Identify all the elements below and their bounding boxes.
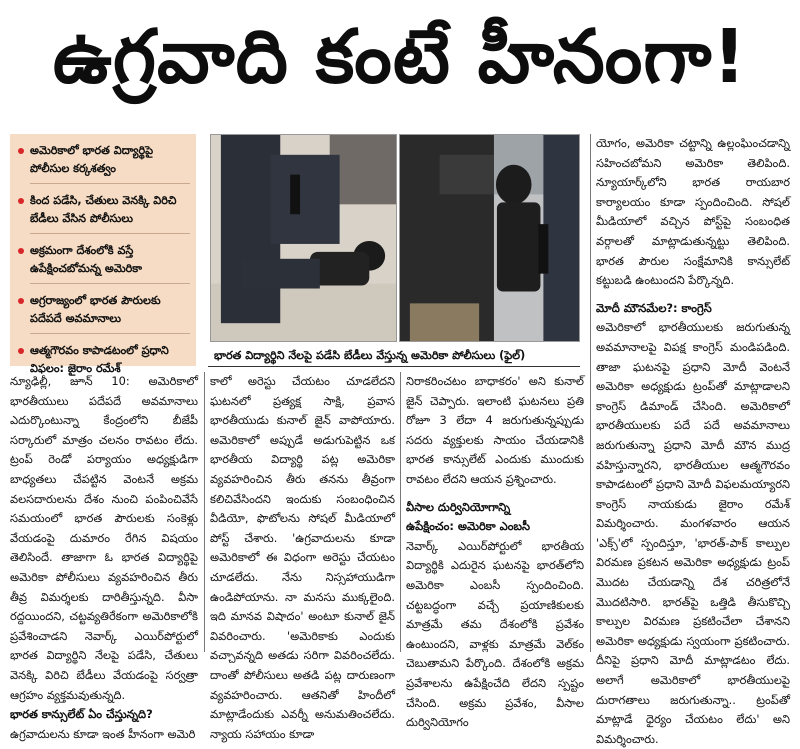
photo-arrest-right-image xyxy=(400,135,579,341)
article-paragraph: న్యూఢిల్లీ, జూన్ 10: అమెరికాలో భారతీయులు పదేపదే అవమానాలు ఎదుర్కొంటున్నా కేంద్రంలోని బీజేపీ సర్కారులో మాత్రం చలనం రావటం లేదు. ట్రంప్ రెండో పర్యాయం అధ్యక్షుడిగా బాధ్యతలు చేపట్టిన వెంటనే అక్రమ వలసదారులను దేశం నుంచి పంపించివేసే సమయంలో భారత పౌరులకు సంకెళ్లు వేయడంపై దుమారం రేగిన విషయం తెలిసిందే. తాజాగా ఓ భారత విద్యార్థిపై అమెరికా పోలీసులు వ్యవహరించిన తీరు తీవ్ర విమర్శలకు దారితీస్తున్నది. వీసా రద్దయిందని, చట్టవ్యతిరేకంగా అమెరికాలోకి ప్రవేశించాడని నెవార్క్ ఎయిర్‌పోర్టులో భారత విద్యార్థిని నేలపై పడేసి, చేతులు వెనక్కి విరిచి బేడీలు వేయడంపై సర్వత్రా ఆగ్రహం వ్యక్తమవుతున్నది. xyxy=(10,374,198,702)
highlight-item xyxy=(18,192,190,234)
photo-arrest-right xyxy=(399,134,580,342)
highlight-text: అక్రమంగా దేశంలోకి వస్తే ఉపేక్షించబోమన్న అమెరికా xyxy=(30,244,143,275)
highlights-list xyxy=(18,142,190,378)
highlight-item xyxy=(18,242,190,284)
highlight-text: కింద పడేసి, చేతులు వెనక్కి విరిచి బేడీలు వేసిన పోలీసులు xyxy=(30,194,177,225)
article-paragraph: యోగం, అమెరికా చట్టాన్ని ఉల్లంఘించడాన్ని సహించబోమని అమెరికా తెలిపింది. న్యూయార్క్‌లోని భారత రాయబార కార్యాలయం కూడా స్పందించింది. సోషల్ మీడియాలో వచ్చిన పోస్ట్‌పై సంబంధిత వర్గాలతో మాట్లాడుతున్నట్టు తెలిపింది. భారత పౌరుల సంక్షేమానికి కాన్సులేట్ కట్టుబడి ఉంటుందని పేర్కొన్నది. xyxy=(596,136,790,288)
article-subhead: భారత కాన్సులేట్ ఏం చేస్తున్నది? xyxy=(10,707,153,722)
article-subhead: మోదీ మౌనమేల?: కాంగ్రెస్ xyxy=(596,300,712,315)
highlight-text: అమెరికాలో భారత విద్యార్థిపై పోలీసుల కర్కశత్వం xyxy=(30,144,154,175)
column-divider xyxy=(204,372,205,652)
column-divider xyxy=(590,134,591,652)
article-column-4 xyxy=(596,134,790,746)
column-divider xyxy=(400,372,401,652)
highlights-box xyxy=(10,134,196,375)
article-column-2 xyxy=(210,372,395,741)
article-subhead: ఉపేక్షించం: అమెరికా ఎంబసీ xyxy=(406,519,531,534)
article-paragraph: ఉగ్రవాదులను కూడా ఇంత హీనంగా అమెరి xyxy=(10,726,196,741)
article-column-3 xyxy=(406,372,584,730)
photo-arrest-left-image xyxy=(211,135,396,341)
highlight-text: అగ్రరాజ్యంలో భారత పౌరులకు పదేపదే అవమానాలు xyxy=(30,294,161,325)
article-column-1 xyxy=(10,372,198,741)
article-paragraph: నిరాకరించటం బాధాకరం' అని కునాల్ జైన్ చెప్పారు. ఇలాంటి ఘటనలు ప్రతి రోజూ 3 లేదా 4 జరుగుతున్నప్పుడు సదరు వ్యక్తులకు సాయం చేయడానికి భారత కాన్సులేట్ ఎందుకు ముందుకు రావటం లేదని ఆయన ప్రశ్నించారు. xyxy=(406,374,584,486)
highlight-item xyxy=(18,142,190,184)
article-paragraph: నెవార్క్ ఎయిర్‌పోర్టులో భారతీయ విద్యార్థికి ఎదురైన ఘటనపై భారత్‌లోని అమెరికా ఎంబసీ స్పందించింది. చట్టబద్ధంగా వచ్చే ప్రయాణికులకు మాత్రమే తమ దేశంలోకి ప్రవేశం ఉంటుందని, వాళ్లకు మాత్రమే వెల్‌కం చెబుతామని పేర్కొంది. దేశంలోకి అక్రమ ప్రవేశాలను ఉపేక్షించేది లేదని స్పష్టం చేసింది. అక్రమ ప్రవేశం, వీసాల దుర్వినియోగం xyxy=(406,538,584,730)
article-paragraph: అమెరికాలో భారతీయులకు జరుగుతున్న అవమానాలపై విపక్ష కాంగ్రెస్ మండిపడింది. తాజా ఘటనపై ప్రధాని మోదీ వెంటనే అమెరికా అధ్యక్షుడు ట్రంప్‌తో మాట్లాడాలని కాంగ్రెస్ డిమాండ్ చేసింది. అమెరికాలో భారతీయులకు పదే పదే అవమానాలు జరుగుతున్నా ప్రధాని మోదీ మౌన ముద్ర వహిస్తున్నారని, భారతీయుల ఆత్మగౌరవం కాపాడటంలో ప్రధాని మోదీ విఫలమయ్యారని కాంగ్రెస్ నాయకుడు జైరాం రమేశ్ విమర్శించారు. మంగళవారం ఆయన 'ఎక్స్'లో స్పందిస్తూ, 'భారత్-పాక్ కాల్పుల విరమణ ప్రకటన అమెరికా అధ్యక్షుడు ట్రంప్ మొదట చేయడాన్ని దేశ చరిత్రలోనే మొదటిసారి. భారత్‌పై ఒత్తిడి తీసుకొచ్చి కాల్పుల విరమణ ప్రకటించేలా చేశానని అమెరికా అధ్యక్షుడు స్వయంగా ప్రకటించారు. దీనిపై ప్రధాని మోదీ మాట్లాడటం లేదు. అలాగే అమెరికాలో భారతీయులపై దురాగతాలు జరుగుతున్నా.. ట్రంప్‌తో మాట్లాడే ధైర్యం చేయటం లేదు' అని విమర్శించారు. xyxy=(596,320,790,746)
highlight-text: ఆత్మగౌరవం కాపాడటంలో ప్రధాని విఫలం: జైరాం రమేశ్ xyxy=(30,344,169,375)
headline: ఉగ్రవాది కంటే హీనంగా! xyxy=(52,14,748,100)
highlight-item xyxy=(18,292,190,334)
article-paragraph: కాలో అరెస్టు చేయటం చూడలేదని ఘటనలో ప్రత్యక్ష సాక్షి, ప్రవాస భారతీయుడు కునాల్ జైన్ వాపోయారు. అమెరికాలో అప్పుడే అడుగుపెట్టిన ఒక భారతీయ విద్యార్థి పట్ల అమెరికా వ్యవహరించిన తీరు తనను తీవ్రంగా కలిచివేసిందని ఇందుకు సంబంధించిన వీడియో, ఫొటోలను సోషల్ మీడియాలో పోస్ట్ చేశారు. 'ఉగ్రవాదులను కూడా అమెరికాలో ఈ విధంగా అరెస్టు చేయటం చూడలేదు. నేను నిస్సహాయుడిగా ఉండిపోయాను. నా మనసు ముక్కలైంది. ఇది మానవ విషాదం' అంటూ కునాల్ జైన్ వివరించారు. 'అమెరికాకు ఎందుకు వచ్చావన్నది అతడు సరిగా వివరించలేదు. దాంతో పోలీసులు అతడి పట్ల దారుణంగా వ్యవహరించారు. ఆతనితో హిందీలో మాట్లాడేందుకు ఎవర్నీ అనుమతించలేదు. న్యాయ సహాయం కూడా xyxy=(210,374,395,741)
photo-caption: భారత విద్యార్థిని నేలపై పడేసి బేడీలు వేస్తున్న అమెరికా పోలీసులు (ఫైల్) xyxy=(208,345,580,367)
photo-arrest-left xyxy=(210,134,397,342)
article-subhead: వీసాల దుర్వినియోగాన్ని xyxy=(406,499,511,514)
